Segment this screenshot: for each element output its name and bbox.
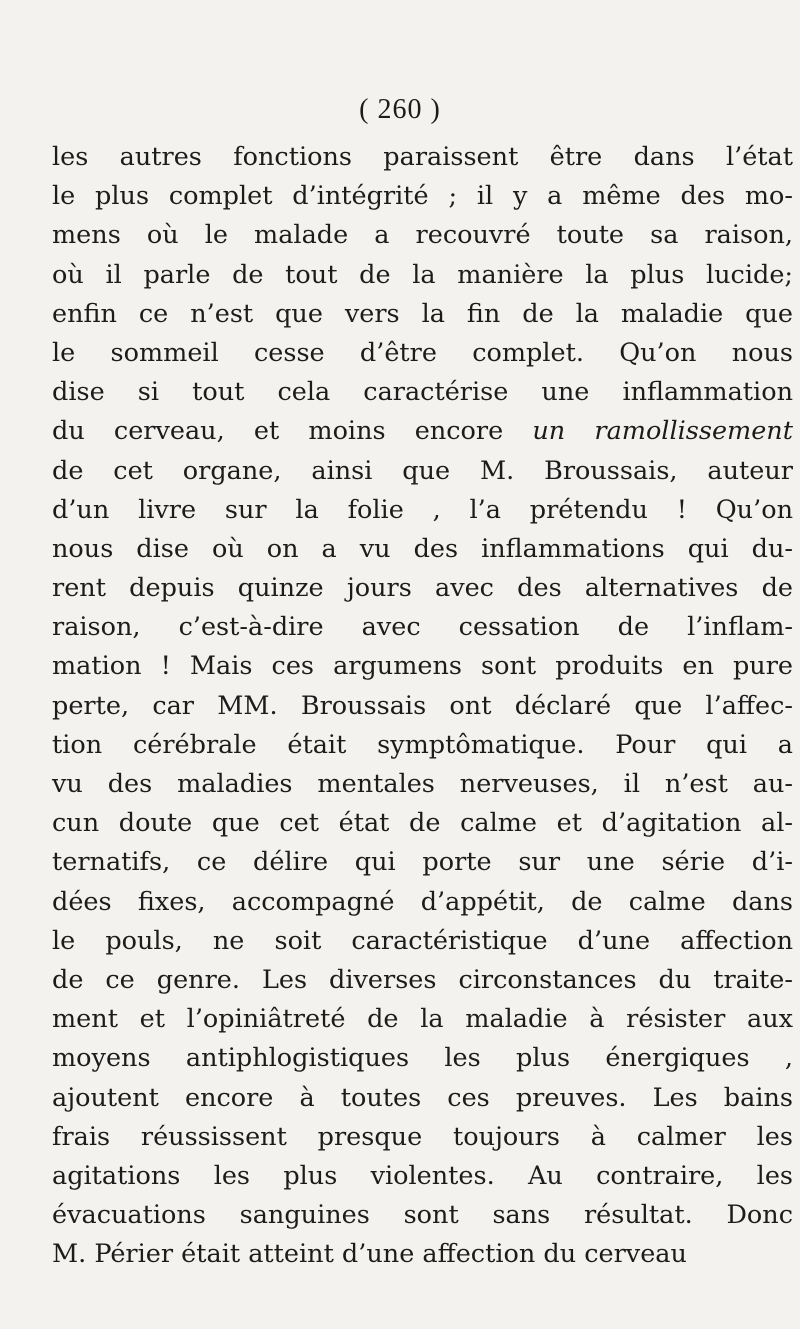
text-line-20: dées fixes, accompagné d’appétit, de calme dans [52,886,793,917]
text-line-25: ajoutent encore à toutes ces preuves. Les bains [52,1082,793,1113]
text-line-8 [52,412,793,451]
text-line-17: vu des maladies mentales nerveuses, il n’est au- [52,769,793,799]
text-line-1: les autres fonctions paraissent être dans l’état [52,142,793,172]
text-line-21: le pouls, ne soit caractéristique d’une affection [52,925,793,956]
text-line-14: mation ! Mais ces argumens sont produits en pure [52,651,793,682]
text-line-6: le sommeil cesse d’être complet. Qu’on nous [52,337,793,368]
text-line-29: M. Périer était atteint d’une affection du cerveau [52,1239,687,1270]
text-line-13: raison, c’est-à-dire avec cessation de l’inflam- [52,612,793,643]
page-number: ( 260 ) [359,94,441,125]
text-line-28: évacuations sanguines sont sans résultat. Donc [52,1200,793,1231]
text-line-8-roman: du cerveau, et moins encore [52,416,504,447]
text-line-18: cun doute que cet état de calme et d’agitation al- [52,808,793,839]
text-line-9: de cet organe, ainsi que M. Broussais, auteur [52,455,793,486]
text-line-7: dise si tout cela caractérise une inflammation [52,377,793,408]
italic-phrase: un ramollissement [532,416,793,447]
text-line-22: de ce genre. Les diverses circonstances du traite- [52,964,793,995]
text-line-23: ment et l’opiniâtreté de la maladie à résister aux [52,1004,793,1035]
text-line-12: rent depuis quinze jours avec des alternatives de [52,573,793,604]
text-line-3: mens où le malade a recouvré toute sa raison, [52,220,793,251]
text-line-10: d’un livre sur la folie , l’a prétendu ! Qu’on [52,494,793,525]
text-line-16: tion cérébrale était symptômatique. Pour qui a [52,729,793,760]
text-line-19: ternatifs, ce délire qui porte sur une série d’i- [52,847,793,878]
text-line-2: le plus complet d’intégrité ; il y a même des mo- [52,181,793,212]
text-line-5: enfin ce n’est que vers la fin de la maladie que [52,298,793,329]
text-line-11: nous dise où on a vu des inflammations qui du- [52,533,793,564]
body-text [52,138,793,1274]
text-line-4: où il parle de tout de la manière la plus lucide; [52,259,793,290]
text-line-26: frais réussissent presque toujours à calmer les [52,1121,793,1152]
text-line-27: agitations les plus violentes. Au contraire, les [52,1160,793,1191]
text-line-24: moyens antiphlogistiques les plus énergiques , [52,1043,793,1074]
text-line-15: perte, car MM. Broussais ont déclaré que l’affec- [52,690,793,721]
